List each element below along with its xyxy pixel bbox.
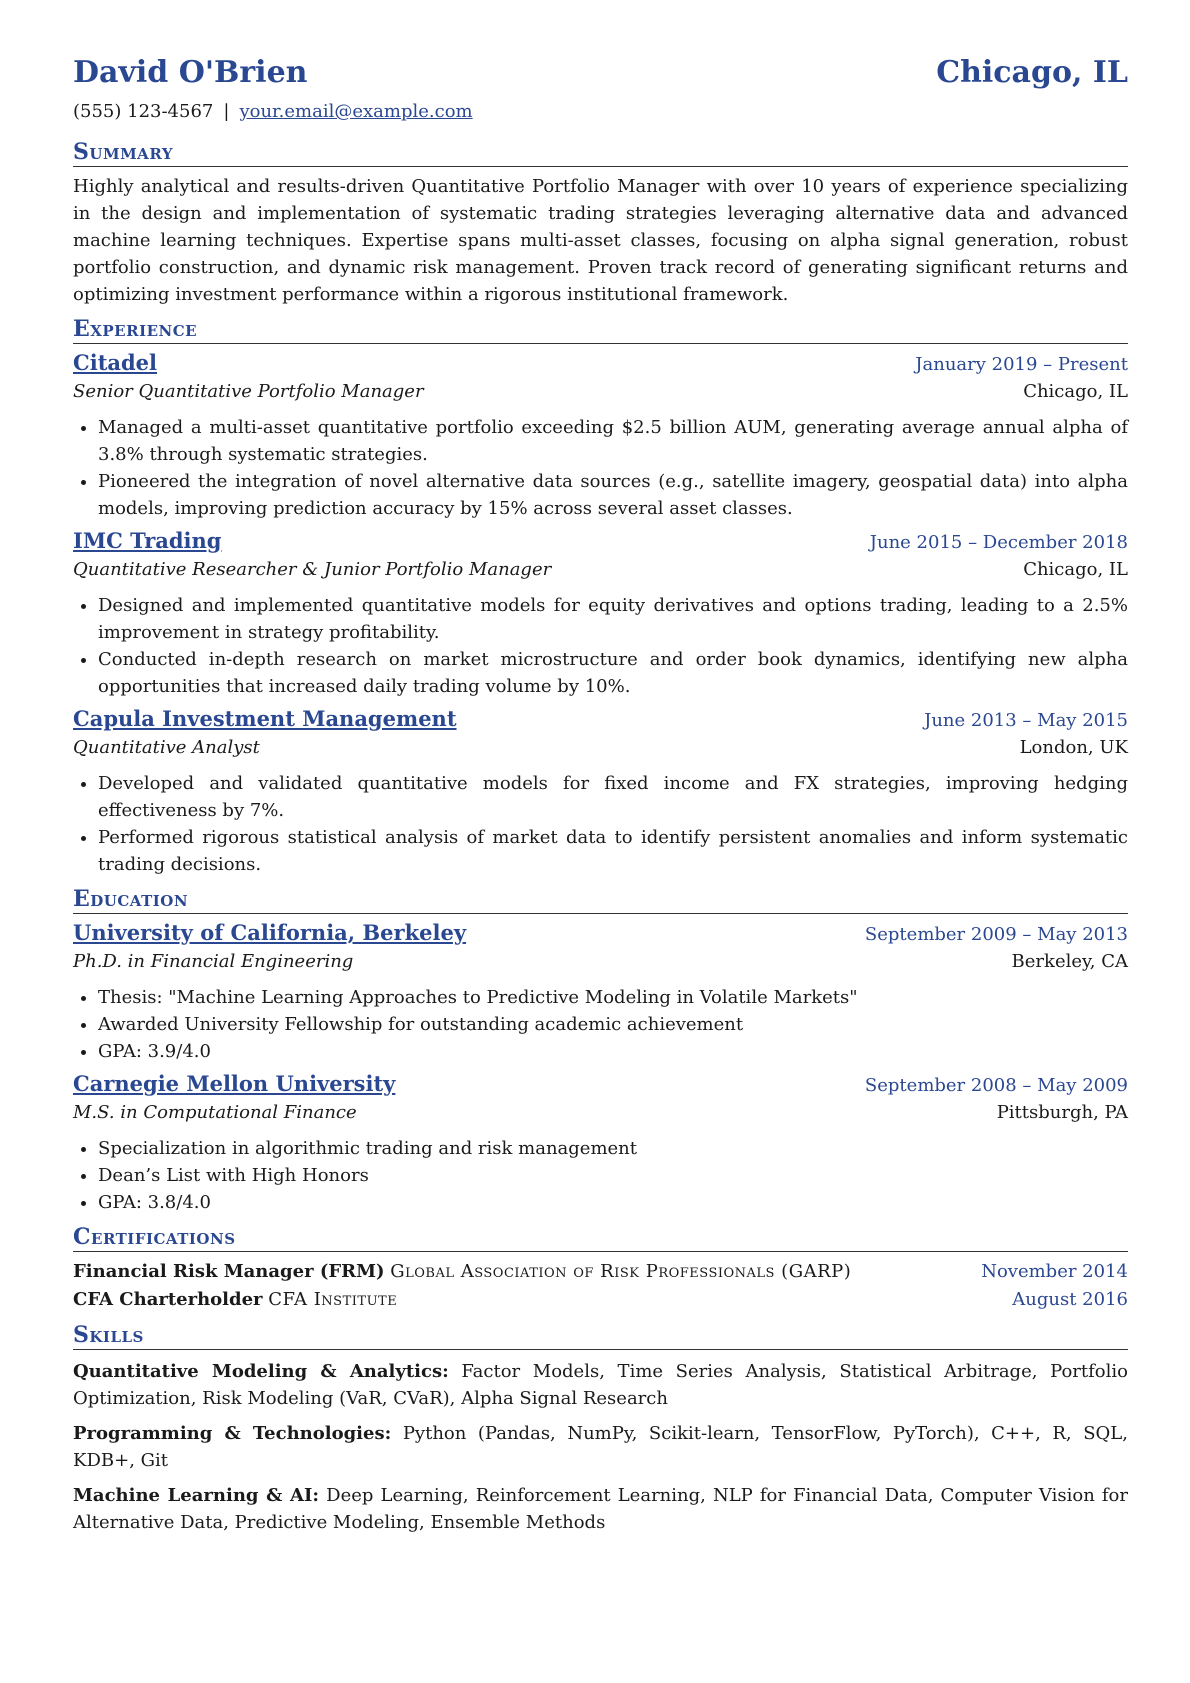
- phone-number: (555) 123-4567: [73, 101, 214, 122]
- summary-text: Highly analytical and results-driven Quantitative Portfolio Manager with over 10 years of experience specializing in the design and implementation of systematic trading strategies leveraging alternative data and advanced machine learning techniques. Expertise spans multi-asset classes, focusing on alpha signal generation, robust portfolio construction, and dynamic risk management. Proven track record of generating significant returns and optimizing investment performance within a rigorous institutional framework.: [73, 176, 1128, 305]
- skill-label: Programming & Technologies:: [73, 1423, 392, 1444]
- experience-entry: [73, 526, 1128, 700]
- section-title-summary: Summary: [73, 139, 1128, 167]
- entry-dates: September 2008 – May 2009: [864, 1075, 1128, 1096]
- employer-link[interactable]: Capula Investment Management: [73, 706, 457, 731]
- bullet-item: • Conducted in-depth research on market microstructure and order book dynamics, identifying new alpha opportunities that increased daily trading volume by 10%.: [98, 646, 1128, 700]
- summary-section: [73, 139, 1128, 308]
- bullet-list: [73, 984, 1128, 1065]
- bullet-item: • Pioneered the integration of novel alternative data sources (e.g., satellite imagery, geospatial data) into alpha models, improving prediction accuracy by 15% across several asset classes.: [98, 468, 1128, 522]
- education-section: [73, 886, 1128, 1216]
- resume-page: [73, 55, 1128, 1536]
- bullet-item: • Specialization in algorithmic trading and risk management: [98, 1135, 1128, 1162]
- candidate-name: David O'Brien: [73, 55, 308, 90]
- entry-location: Berkeley, CA: [1011, 951, 1128, 972]
- skill-label: Quantitative Modeling & Analytics:: [73, 1361, 449, 1382]
- entry-location: Pittsburgh, PA: [996, 1102, 1128, 1123]
- bullet-item: • Performed rigorous statistical analysis of market data to identify persistent anomalies and inform systematic trading decisions.: [98, 824, 1128, 878]
- entry-dates: January 2019 – Present: [915, 354, 1128, 375]
- bullet-item: • Managed a multi-asset quantitative portfolio exceeding $2.5 billion AUM, generating average annual alpha of 3.8% through systematic strategies.: [98, 414, 1128, 468]
- candidate-city: Chicago, IL: [936, 55, 1128, 90]
- section-title-education: Education: [73, 886, 1128, 914]
- section-title-skills: Skills: [73, 1322, 1128, 1350]
- bullet-item: • GPA: 3.8/4.0: [98, 1189, 1128, 1216]
- skill-list: Factor Models, Time Series Analysis, Statistical Arbitrage, Portfolio Optimization, Risk Modeling (VaR, CVaR), Alpha Signal Research: [73, 1361, 1128, 1409]
- bullet-list: [73, 1135, 1128, 1216]
- certification-issuer: CFA Institute: [268, 1289, 398, 1310]
- resume-header: [73, 55, 1128, 90]
- bullet-list: [73, 414, 1128, 522]
- skill-list: Deep Learning, Reinforcement Learning, NLP for Financial Data, Computer Vision for Alternative Data, Predictive Modeling, Ensemble Methods: [73, 1485, 1128, 1533]
- email-link[interactable]: your.email@example.com: [239, 101, 473, 122]
- bullet-item: • Dean’s List with High Honors: [98, 1162, 1128, 1189]
- entry-dates: June 2015 – December 2018: [869, 532, 1128, 553]
- certification-item: [73, 1286, 1128, 1314]
- job-title: Quantitative Researcher & Junior Portfolio Manager: [73, 559, 552, 580]
- institution-link[interactable]: University of California, Berkeley: [73, 920, 467, 945]
- bullet-item: • Developed and validated quantitative models for fixed income and FX strategies, improving hedging effectiveness by 7%.: [98, 770, 1128, 824]
- employer-link[interactable]: Citadel: [73, 350, 158, 375]
- degree: M.S. in Computational Finance: [73, 1102, 357, 1123]
- contact-separator: |: [223, 101, 230, 122]
- entry-location: Chicago, IL: [1023, 381, 1128, 402]
- skill-label: Machine Learning & AI:: [73, 1485, 320, 1506]
- experience-entry: [73, 704, 1128, 878]
- skill-group: [73, 1482, 1128, 1536]
- bullet-list: [73, 592, 1128, 700]
- bullet-item: • Awarded University Fellowship for outstanding academic achievement: [98, 1011, 1128, 1038]
- job-title: Senior Quantitative Portfolio Manager: [73, 381, 424, 402]
- bullet-item: • Designed and implemented quantitative models for equity derivatives and options trading, leading to a 2.5% improvement in strategy profitability.: [98, 592, 1128, 646]
- skill-group: [73, 1358, 1128, 1412]
- entry-dates: June 2013 – May 2015: [924, 710, 1128, 731]
- bullet-list: [73, 770, 1128, 878]
- certification-date: August 2016: [1012, 1289, 1128, 1310]
- entry-dates: September 2009 – May 2013: [864, 924, 1128, 945]
- certification-name: CFA Charterholder: [73, 1289, 263, 1310]
- skill-list: Python (Pandas, NumPy, Scikit-learn, TensorFlow, PyTorch), C++, R, SQL, KDB+, Git: [73, 1423, 1128, 1471]
- certification-item: [73, 1258, 1128, 1286]
- education-entry: [73, 918, 1128, 1065]
- bullet-item: • GPA: 3.9/4.0: [98, 1038, 1128, 1065]
- degree: Ph.D. in Financial Engineering: [73, 951, 354, 972]
- entry-location: London, UK: [1019, 737, 1128, 758]
- employer-link[interactable]: IMC Trading: [73, 528, 222, 553]
- entry-location: Chicago, IL: [1023, 559, 1128, 580]
- certification-date: November 2014: [981, 1261, 1128, 1282]
- section-title-certifications: Certifications: [73, 1224, 1128, 1252]
- education-entry: [73, 1069, 1128, 1216]
- institution-link[interactable]: Carnegie Mellon University: [73, 1071, 396, 1096]
- experience-entry: [73, 348, 1128, 522]
- contact-line: [73, 101, 1128, 122]
- skills-section: [73, 1322, 1128, 1536]
- certifications-section: [73, 1224, 1128, 1314]
- skill-group: [73, 1420, 1128, 1474]
- experience-section: [73, 316, 1128, 878]
- certification-issuer: Global Association of Risk Professionals (GARP): [390, 1261, 852, 1282]
- certification-name: Financial Risk Manager (FRM): [73, 1261, 385, 1282]
- job-title: Quantitative Analyst: [73, 737, 260, 758]
- section-title-experience: Experience: [73, 316, 1128, 344]
- bullet-item: • Thesis: "Machine Learning Approaches to Predictive Modeling in Volatile Markets": [98, 984, 1128, 1011]
